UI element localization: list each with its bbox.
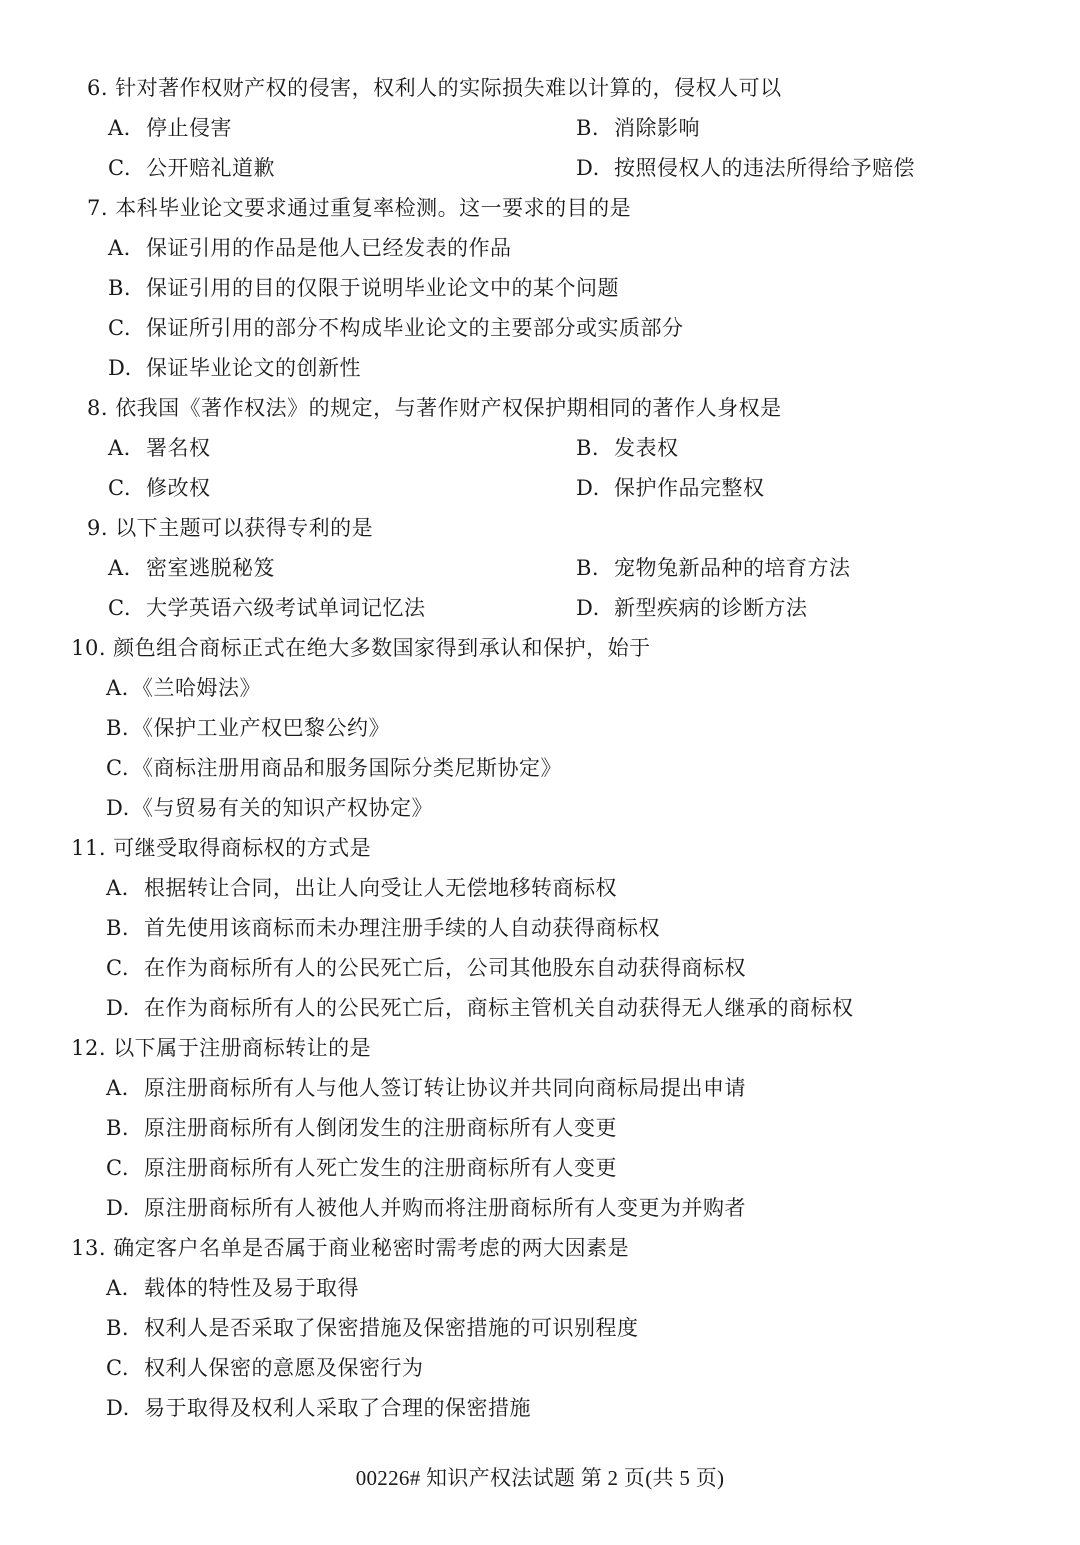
- option-letter: B.: [106, 916, 130, 940]
- option-letter: C.: [108, 156, 131, 180]
- option-letter: D.: [106, 1396, 130, 1420]
- option-letter: D.: [106, 796, 130, 820]
- option-letter: A.: [108, 116, 131, 140]
- option-letter: A.: [106, 676, 129, 700]
- question-6-option-b: [576, 108, 700, 148]
- question-number: 6.: [86, 76, 108, 100]
- option-letter: D.: [576, 476, 600, 500]
- question-11-option-b: [106, 908, 660, 948]
- option-letter: D.: [106, 996, 130, 1020]
- question-12-option-d: [106, 1188, 746, 1228]
- option-text: 原注册商标所有人死亡发生的注册商标所有人变更: [144, 1156, 617, 1180]
- option-text: 宠物兔新品种的培育方法: [614, 556, 851, 580]
- question-9-option-d: [576, 588, 808, 628]
- option-text: 保证引用的目的仅限于说明毕业论文中的某个问题: [146, 276, 619, 300]
- question-8-option-a: [108, 428, 211, 468]
- question-text: 针对著作权财产权的侵害，权利人的实际损失难以计算的，侵权人可以: [115, 76, 782, 100]
- question-12-option-c: [106, 1148, 617, 1188]
- option-letter: C.: [108, 316, 131, 340]
- question-11-option-d: [106, 988, 854, 1028]
- question-number: 13.: [71, 1236, 106, 1260]
- option-letter: D.: [576, 156, 600, 180]
- question-13-option-d: [106, 1388, 531, 1428]
- question-13-option-c: [106, 1348, 424, 1388]
- option-letter: D.: [576, 596, 600, 620]
- question-12-option-a: [106, 1068, 746, 1108]
- option-letter: A.: [108, 436, 131, 460]
- question-11-option-c: [106, 948, 746, 988]
- option-text: 原注册商标所有人与他人签订转让协议并共同向商标局提出申请: [144, 1076, 746, 1100]
- option-letter: D.: [106, 1196, 130, 1220]
- question-6-option-c: [108, 148, 275, 188]
- option-text: 停止侵害: [146, 116, 232, 140]
- question-13-option-b: [106, 1308, 639, 1348]
- question-8-option-b: [576, 428, 679, 468]
- option-text: 消除影响: [614, 116, 700, 140]
- option-letter: B.: [106, 716, 130, 740]
- option-text: 权利人是否采取了保密措施及保密措施的可识别程度: [144, 1316, 639, 1340]
- option-text: 根据转让合同，出让人向受让人无偿地移转商标权: [144, 876, 617, 900]
- option-text: 保证所引用的部分不构成毕业论文的主要部分或实质部分: [146, 316, 684, 340]
- option-letter: B.: [108, 276, 132, 300]
- option-letter: A.: [106, 1076, 129, 1100]
- option-letter: C.: [106, 1356, 129, 1380]
- question-8-option-d: [576, 468, 765, 508]
- question-number: 7.: [86, 196, 108, 220]
- option-text: 署名权: [146, 436, 211, 460]
- option-letter: D.: [108, 356, 132, 380]
- question-10-option-a: [106, 668, 261, 708]
- option-letter: B.: [106, 1116, 130, 1140]
- question-text: 依我国《著作权法》的规定，与著作财产权保护期相同的著作人身权是: [115, 396, 782, 420]
- option-letter: B.: [576, 436, 600, 460]
- question-12-option-b: [106, 1108, 617, 1148]
- option-text: 权利人保密的意愿及保密行为: [144, 1356, 424, 1380]
- question-number: 8.: [86, 396, 108, 420]
- option-text: 修改权: [146, 476, 211, 500]
- question-12-stem: [60, 1028, 371, 1068]
- question-7-stem: [74, 188, 631, 228]
- option-text: 《商标注册用商品和服务国际分类尼斯协定》: [132, 756, 562, 780]
- question-9-stem: [74, 508, 373, 548]
- option-text: 在作为商标所有人的公民死亡后，商标主管机关自动获得无人继承的商标权: [144, 996, 854, 1020]
- question-text: 可继受取得商标权的方式是: [113, 836, 372, 860]
- option-text: 发表权: [614, 436, 679, 460]
- question-9-option-b: [576, 548, 851, 588]
- option-text: 原注册商标所有人被他人并购而将注册商标所有人变更为并购者: [144, 1196, 746, 1220]
- option-text: 在作为商标所有人的公民死亡后，公司其他股东自动获得商标权: [144, 956, 746, 980]
- question-text: 以下属于注册商标转让的是: [113, 1036, 372, 1060]
- option-letter: A.: [108, 556, 131, 580]
- option-letter: A.: [106, 876, 129, 900]
- option-letter: C.: [106, 956, 129, 980]
- question-8-option-c: [108, 468, 211, 508]
- question-number: 10.: [71, 636, 106, 660]
- question-7-option-d: [108, 348, 361, 388]
- option-text: 载体的特性及易于取得: [144, 1276, 359, 1300]
- option-letter: A.: [106, 1276, 129, 1300]
- option-text: 《保护工业产权巴黎公约》: [132, 716, 390, 740]
- question-13-option-a: [106, 1268, 359, 1308]
- option-text: 保证引用的作品是他人已经发表的作品: [146, 236, 512, 260]
- question-11-option-a: [106, 868, 617, 908]
- question-9-option-a: [108, 548, 275, 588]
- question-7-option-c: [108, 308, 684, 348]
- question-7-option-a: [108, 228, 512, 268]
- option-letter: C.: [108, 596, 131, 620]
- option-letter: C.: [106, 1156, 129, 1180]
- option-letter: C.: [108, 476, 131, 500]
- option-text: 原注册商标所有人倒闭发生的注册商标所有人变更: [144, 1116, 617, 1140]
- question-11-stem: [60, 828, 371, 868]
- option-letter: B.: [576, 116, 600, 140]
- option-text: 按照侵权人的违法所得给予赔偿: [614, 156, 915, 180]
- question-7-option-b: [108, 268, 619, 308]
- question-text: 颜色组合商标正式在绝大多数国家得到承认和保护，始于: [113, 636, 651, 660]
- question-10-option-b: [106, 708, 390, 748]
- option-text: 《与贸易有关的知识产权协定》: [132, 796, 433, 820]
- option-text: 公开赔礼道歉: [146, 156, 275, 180]
- question-6-stem: [74, 68, 782, 108]
- question-10-option-c: [106, 748, 562, 788]
- option-text: 密室逃脱秘笈: [146, 556, 275, 580]
- option-text: 首先使用该商标而未办理注册手续的人自动获得商标权: [144, 916, 660, 940]
- question-10-stem: [60, 628, 651, 668]
- question-text: 本科毕业论文要求通过重复率检测。这一要求的目的是: [115, 196, 632, 220]
- option-text: 新型疾病的诊断方法: [614, 596, 808, 620]
- question-6-option-a: [108, 108, 232, 148]
- question-8-stem: [74, 388, 782, 428]
- option-letter: B.: [106, 1316, 130, 1340]
- question-text: 以下主题可以获得专利的是: [115, 516, 374, 540]
- option-letter: B.: [576, 556, 600, 580]
- question-10-option-d: [106, 788, 433, 828]
- question-6-option-d: [576, 148, 915, 188]
- option-letter: A.: [108, 236, 131, 260]
- question-13-stem: [60, 1228, 629, 1268]
- option-letter: C.: [106, 756, 129, 780]
- option-text: 大学英语六级考试单词记忆法: [146, 596, 426, 620]
- page-footer: 00226# 知识产权法试题 第 2 页(共 5 页): [355, 1466, 725, 1490]
- option-text: 易于取得及权利人采取了合理的保密措施: [144, 1396, 531, 1420]
- option-text: 保护作品完整权: [614, 476, 765, 500]
- question-number: 11.: [71, 836, 106, 860]
- question-number: 12.: [71, 1036, 106, 1060]
- option-text: 保证毕业论文的创新性: [146, 356, 361, 380]
- question-text: 确定客户名单是否属于商业秘密时需考虑的两大因素是: [113, 1236, 630, 1260]
- question-9-option-c: [108, 588, 426, 628]
- question-number: 9.: [86, 516, 108, 540]
- option-text: 《兰哈姆法》: [132, 676, 261, 700]
